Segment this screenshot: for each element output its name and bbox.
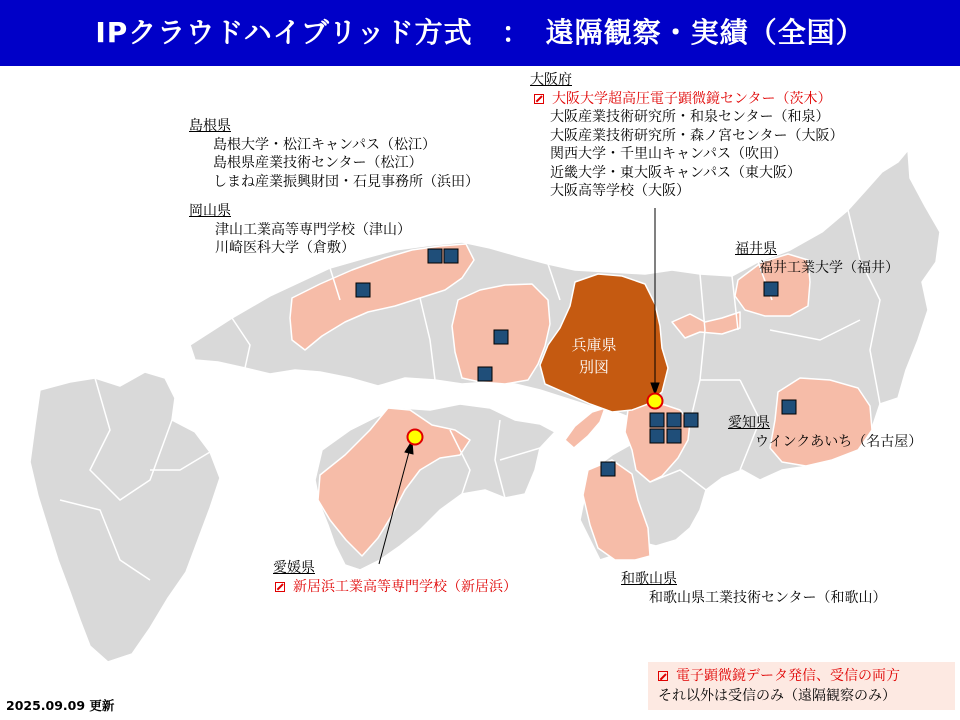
osaka-name: 大阪府 — [530, 72, 572, 88]
osaka-site: 近畿大学・東大阪キャンパス（東大阪） — [550, 164, 802, 181]
hyogo-label-line1: 兵庫県 — [571, 336, 617, 354]
shimane-name: 島根県 — [189, 118, 231, 134]
osaka-transmit-site: 大阪大学超高圧電子顕微鏡センター（茨木） — [530, 90, 843, 109]
shimane-site: しまね産業振興財団・石見事務所（浜田） — [213, 173, 479, 190]
wakayama-group — [621, 570, 886, 607]
okayama-group — [189, 202, 411, 258]
legend-transmit: 電子顕微鏡データ発信、受信の両方 — [658, 666, 955, 686]
site-marker — [356, 283, 370, 297]
site-marker — [667, 413, 681, 427]
site-marker — [650, 429, 664, 443]
site-marker — [650, 413, 664, 427]
osaka-site: 大阪高等学校（大阪） — [550, 183, 690, 199]
shimane-site: 島根県産業技術センター（松江） — [213, 155, 423, 171]
osaka-site: 関西大学・千里山キャンパス（吹田） — [550, 146, 788, 162]
site-marker — [667, 429, 681, 443]
fukui-site: 福井工業大学（福井） — [759, 259, 899, 276]
ehime-name: 愛媛県 — [273, 560, 315, 576]
land-kyushu — [30, 372, 220, 662]
shimane-group — [189, 117, 479, 191]
site-marker — [684, 413, 698, 427]
updated-date: 2025.09.09 更新 — [6, 698, 115, 713]
transmit-marker-osaka — [648, 394, 663, 409]
wakayama-name: 和歌山県 — [621, 571, 677, 587]
legend-receive: それ以外は受信のみ（遠隔観察のみ） — [658, 688, 896, 704]
site-marker — [428, 249, 442, 263]
okayama-site: 津山工業高等専門学校（津山） — [215, 221, 411, 238]
site-marker — [444, 249, 458, 263]
osaka-site: 大阪産業技術研究所・森ノ宮センター（大阪） — [550, 127, 844, 144]
okayama-name: 岡山県 — [189, 203, 231, 219]
land-awaji — [565, 408, 605, 448]
site-marker — [494, 330, 508, 344]
check-icon — [534, 94, 544, 104]
aichi-site: ウインクあいち（名古屋） — [755, 433, 923, 450]
site-marker — [601, 462, 615, 476]
legend — [648, 662, 955, 710]
transmit-marker-ehime — [408, 430, 423, 445]
osaka-group — [530, 71, 843, 201]
okayama-site: 川崎医科大学（倉敷） — [215, 240, 355, 256]
site-marker — [764, 282, 778, 296]
hyogo-label-line2: 別図 — [578, 358, 609, 376]
hyogo-label — [564, 334, 624, 378]
ehime-group — [273, 559, 517, 596]
aichi-name: 愛知県 — [728, 415, 770, 431]
fukui-name: 福井県 — [735, 241, 777, 257]
osaka-site: 大阪産業技術研究所・和泉センター（和泉） — [550, 109, 830, 125]
shimane-site: 島根大学・松江キャンパス（松江） — [213, 136, 437, 153]
check-icon — [658, 671, 668, 681]
check-icon — [275, 582, 285, 592]
page-title: IPクラウドハイブリッド方式 ： 遠隔観察・実績（全国） — [95, 16, 865, 49]
site-marker — [782, 400, 796, 414]
fukui-group — [735, 240, 899, 277]
wakayama-site: 和歌山県工業技術センター（和歌山） — [649, 589, 887, 606]
aichi-group — [728, 414, 922, 451]
site-marker — [478, 367, 492, 381]
ehime-transmit-site: 新居浜工業高等専門学校（新居浜） — [273, 578, 517, 597]
